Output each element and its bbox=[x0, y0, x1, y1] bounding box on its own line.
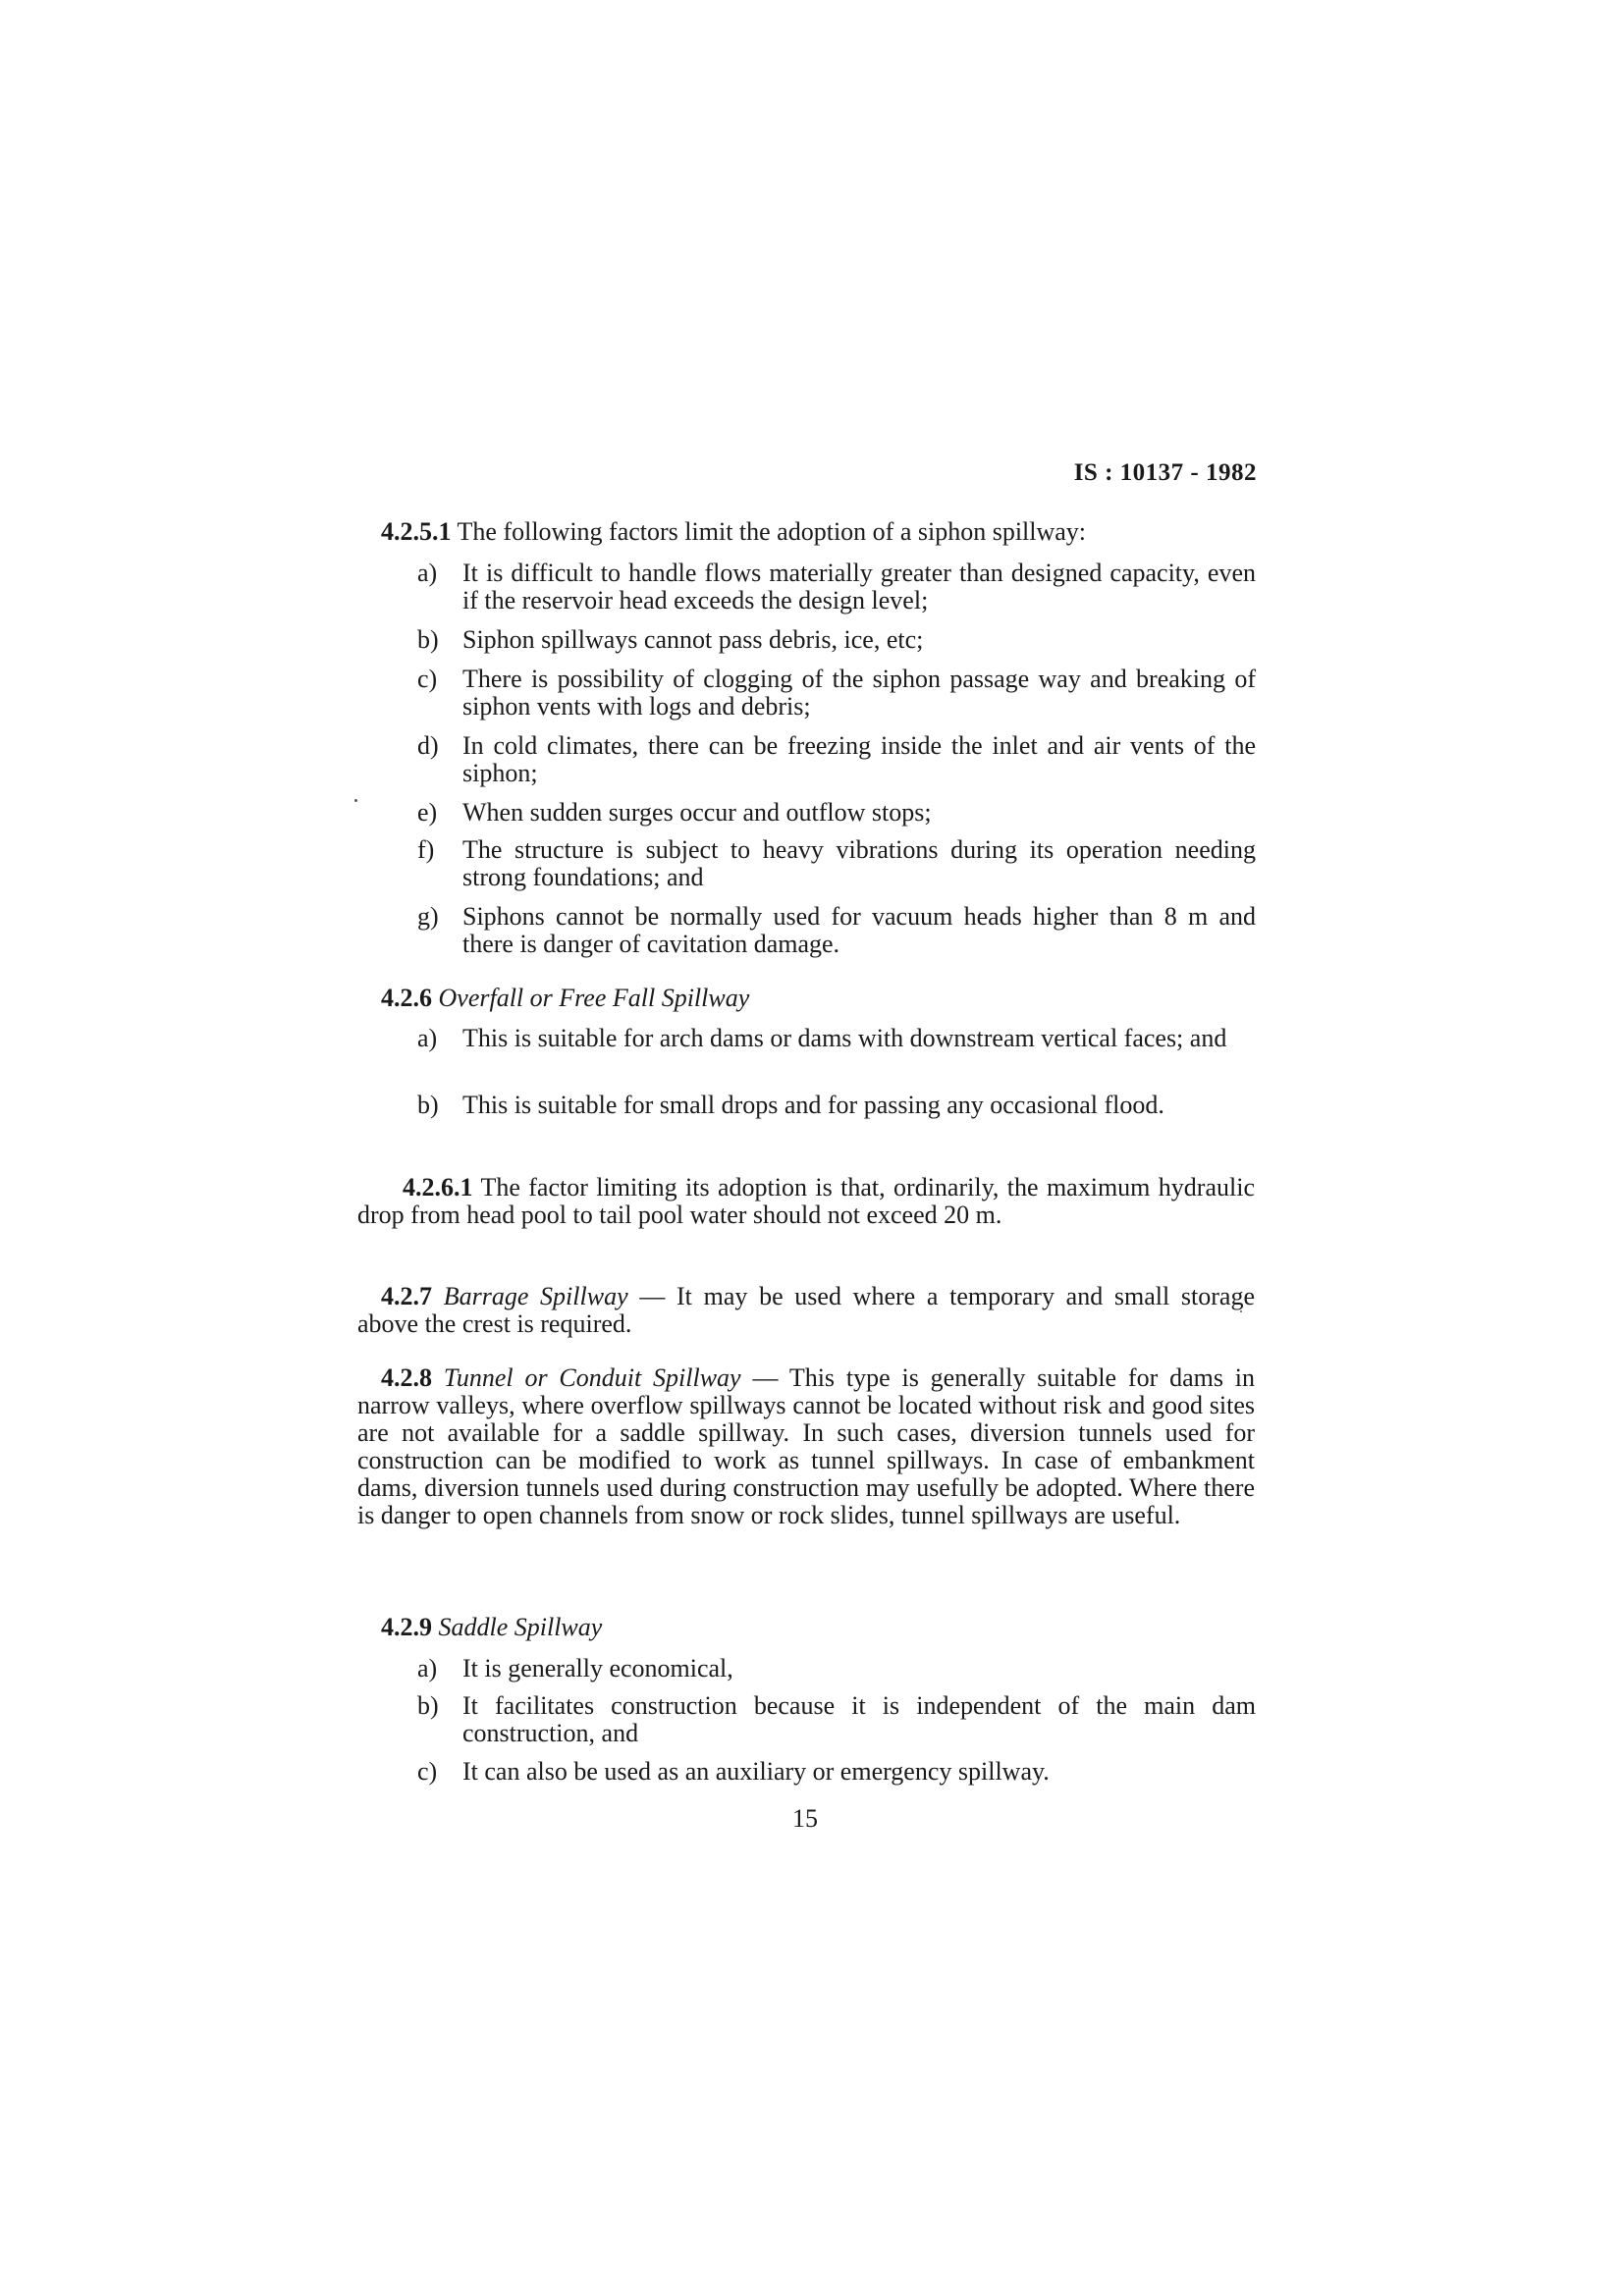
scan-speck bbox=[354, 799, 357, 802]
list-item-text: It can also be used as an auxiliary or emergency spillway. bbox=[462, 1757, 1050, 1786]
clause-4-2-5-1 bbox=[381, 518, 1255, 546]
clause-title: Overfall or Free Fall Spillway bbox=[438, 984, 750, 1012]
clause-text: — This type is generally suitable for dams in narrow valleys, where overflow spillways cannot be located without risk and good sites are not available for a saddle spillway. In such cases, diversion tunnels used for construction can be modified to work as tunnel spillways. In case of embankment dams, diversion tunnels used during construction may usefully be adopted. Where there is danger to open channels from snow or rock slides, tunnel spillways are useful. bbox=[357, 1363, 1256, 1529]
clause-text: The factor limiting its adoption is that, ordinarily, the maximum hydraulic drop from head pool to tail pool water should not exceed 20 m. bbox=[357, 1173, 1255, 1229]
clause-title: Saddle Spillway bbox=[438, 1613, 603, 1641]
clause-4-2-7 bbox=[357, 1283, 1255, 1338]
clause-number: 4.2.6 bbox=[381, 984, 432, 1012]
list-item-label: a) bbox=[417, 559, 438, 587]
list-item-text: Siphon spillways cannot pass debris, ice, etc; bbox=[462, 625, 924, 654]
clause-title: Barrage Spillway bbox=[443, 1282, 628, 1310]
list-item-text: It is generally economical, bbox=[462, 1654, 733, 1682]
list-item-label: b) bbox=[417, 625, 439, 654]
list-item-label: b) bbox=[417, 1091, 439, 1119]
list-item-label: d) bbox=[417, 731, 439, 760]
list-item-label: g) bbox=[417, 902, 439, 931]
list-item-label: c) bbox=[417, 665, 438, 693]
clause-text: — It may be used where a temporary and small storage above the crest is required. bbox=[357, 1282, 1256, 1338]
list-item-text: It facilitates construction because it is independent of the main dam construction, and bbox=[462, 1691, 1256, 1747]
clause-number: 4.2.7 bbox=[381, 1282, 432, 1310]
list-item-text: There is possibility of clogging of the siphon passage way and breaking of siphon vents with logs and debris; bbox=[462, 665, 1256, 721]
clause-number: 4.2.5.1 bbox=[381, 517, 452, 546]
list-item-label: a) bbox=[417, 1024, 438, 1052]
list-item-text: It is difficult to handle flows materially greater than designed capacity, even if the reservoir head exceeds the design level; bbox=[462, 559, 1256, 614]
list-item-text: The structure is subject to heavy vibrations during its operation needing strong foundations; and bbox=[462, 835, 1256, 891]
list-item-label: b) bbox=[417, 1691, 439, 1720]
clause-number: 4.2.9 bbox=[381, 1613, 432, 1641]
list-item-text: In cold climates, there can be freezing inside the inlet and air vents of the siphon; bbox=[462, 731, 1256, 787]
clause-number: 4.2.8 bbox=[381, 1363, 432, 1392]
clause-4-2-9 bbox=[381, 1614, 1255, 1641]
list-item-text: Siphons cannot be normally used for vacuum heads higher than 8 m and there is danger of cavitation damage. bbox=[462, 902, 1256, 958]
scan-speck bbox=[1240, 1310, 1242, 1312]
list-item-label: e) bbox=[417, 798, 438, 827]
clause-4-2-8 bbox=[357, 1364, 1255, 1529]
clause-number: 4.2.6.1 bbox=[403, 1173, 473, 1201]
clause-title: Tunnel or Conduit Spillway bbox=[443, 1363, 741, 1392]
list-item-label: c) bbox=[417, 1757, 438, 1786]
list-item-text: This is suitable for arch dams or dams with downstream vertical faces; and bbox=[462, 1024, 1227, 1052]
standard-number-header: IS : 10137 - 1982 bbox=[1073, 459, 1257, 486]
list-item-label: a) bbox=[417, 1654, 438, 1682]
clause-4-2-6-1 bbox=[357, 1174, 1255, 1229]
list-item-text: This is suitable for small drops and for passing any occasional flood. bbox=[462, 1091, 1164, 1119]
page-number: 15 bbox=[792, 1804, 818, 1833]
clause-4-2-6 bbox=[381, 985, 1255, 1012]
list-item-label: f) bbox=[417, 835, 435, 864]
clause-text: The following factors limit the adoption of a siphon spillway: bbox=[457, 517, 1087, 546]
list-item-text: When sudden surges occur and outflow stops; bbox=[462, 798, 932, 827]
